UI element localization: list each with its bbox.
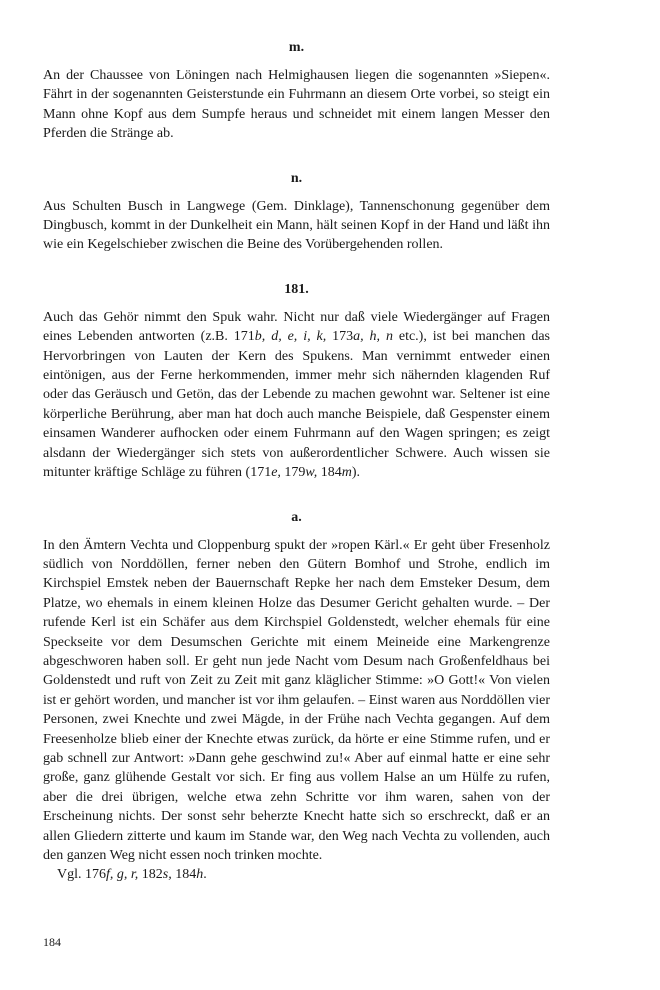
cross-reference: Vgl. 176f, g, r, 182s, 184h. bbox=[57, 867, 207, 883]
paragraph: Auch das Gehör nimmt den Spuk wahr. Nicht nur daß viele Wiedergänger auf Fragen eines Lebenden antworten (z.B. 171b, d, e, i, k, 173a, h, n etc.), ist bei manchen das Hervorbringen von Lauten der Kern des Spukens. Man vernimmt entweder einen eintönigen, aus der Ferne herkommenden, immer mehr sich nähernden klagenden Ruf oder das Geräusch und Getön, das der Lebende zu machen gewohnt war. Seltener ist eine körperliche Berührung, aber man hat doch auch manche Beispiele, daß Gespenster einem einsamen Wanderer aufhocken oder einem Fuhrmann auf den Wagen springen; es zeigt alsdann der Wiedergänger sich stets von außerordentlicher Schwere. Auch wissen sie mitunter kräftige Schläge zu führen (171e, 179w, 184m). bbox=[43, 309, 550, 481]
section-heading: 181. bbox=[284, 281, 309, 297]
section-heading: n. bbox=[290, 170, 303, 186]
section-181 bbox=[43, 280, 550, 483]
section-a bbox=[43, 508, 550, 885]
paragraph: An der Chaussee von Löningen nach Helmighausen liegen die sogenannten »Siepen«. Fährt in der sogenannten Geisterstunde ein Fuhrmann an diesem Orte vorbei, so steigt ein Mann ohne Kopf aus dem Sumpfe heraus und schneidet mit einem langen Messer den Pferden die Stränge ab. bbox=[43, 68, 550, 142]
page-number: 184 bbox=[43, 935, 61, 949]
section-n bbox=[43, 169, 550, 255]
page-body bbox=[43, 38, 550, 885]
paragraph: Aus Schulten Busch in Langwege (Gem. Dinklage), Tannenschonung gegenüber dem Dingbusch, kommt in der Dunkelheit ein Mann, hält seinen Kopf in der Hand und läßt ihn wie ein Kegelschieber zwischen die Beine des Vorübergehenden rollen. bbox=[43, 198, 550, 253]
section-m bbox=[43, 38, 550, 144]
paragraph: In den Ämtern Vechta und Cloppenburg spukt der »ropen Kärl.« Er geht über Fresenholz südlich von Norddöllen, ferner neben den Gütern Bomhof und Strohe, endlich im Kirchspiel Emstek neben der Bauernschaft Repke her nach dem Emsteker Desum, dem Platze, wo ehemals in einem kleinen Holze das Desumer Gericht gehalten wurde. – Der rufende Kerl ist ein Schäfer aus dem Kirchspiel Goldenstedt, welcher ehemals für eine Speckseite vor dem Desumschen Gerichte mit einem Meineide eine Markengrenze abgeschworen haben soll. Er geht nun jede Nacht vom Desum nach Großenfeldhaus bei Goldenstedt und ruft von Zeit zu Zeit mit ganz kläglicher Stimme: »O Gott!« Von vielen ist er gehört worden, und mancher ist vor ihm gelaufen. – Einst waren aus Norddöllen vier Personen, zwei Knechte und zwei Mägde, in der Frühe nach Vechta gegangen. Auf dem Freesenholze blieb einer der Knechte etwas zurück, da hörte er eine Stimme rufen, und er gab schnell zur Antwort: »Dann gehe geschwind zu!« Aber auf einmal hatte er eine sehr große, ganz glühende Gestalt vor sich. Er fing aus vollem Halse an um Hülfe zu rufen, aber die drei übrigen, welche etwa zehn Schritte vor ihm waren, sahen von der Erscheinung nichts. Der sonst sehr beherzte Knecht hatte sich so erschreckt, daß er an allen Gliedern zitterte und kaum im Stande war, den Weg nach Vechta zu vollenden, auch den ganzen Weg nicht essen noch trinken mochte. bbox=[43, 537, 550, 863]
section-heading: m. bbox=[288, 40, 305, 55]
section-heading: a. bbox=[291, 509, 302, 525]
